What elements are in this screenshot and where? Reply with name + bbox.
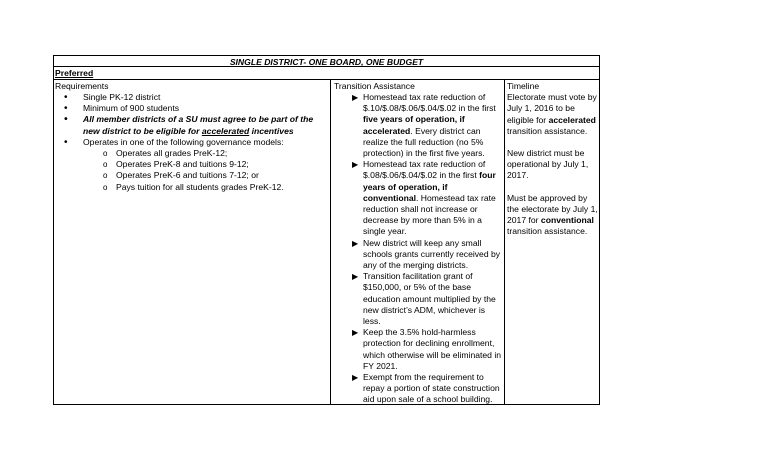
governance-models-list: [83, 148, 325, 193]
transition-item: ▶ Homestead tax rate reduction of $.08/$.06/$.04/$.02 in the first four years of operation, if conventional. Homestead tax rate reduction shall not increase or decrease by more than 5% in a single year.: [352, 159, 496, 237]
transition-header: Transition Assistance: [334, 81, 415, 91]
requirement-item: • Minimum of 900 students: [55, 103, 325, 114]
transition-item: ▶ Keep the 3.5% hold-harmless protection for declining enrollment, which otherwise will be eliminated in FY 2021.: [352, 327, 502, 371]
requirement-item: • Single PK-12 district: [55, 92, 325, 103]
requirements-list: [55, 92, 325, 193]
arrow-icon: ▶: [352, 93, 359, 102]
requirements-header: Requirements: [55, 81, 109, 91]
governance-model-item: o Operates all grades PreK-12;: [83, 148, 325, 159]
section-label: Preferred: [55, 68, 94, 78]
arrow-icon: ▶: [352, 272, 359, 282]
governance-model-item: o Operates PreK-6 and tuitions 7-12; or: [83, 170, 325, 181]
requirement-item: • Operates in one of the following governance models: o Operates all grades PreK-12; o Operates PreK-8 and tuitions 9-12; o Operates PreK-6 and tuitions 7-12; or o Pays tuition for all students grades PreK-12.: [55, 137, 325, 193]
transition-assistance-list: [333, 92, 503, 406]
arrow-icon: ▶: [352, 328, 359, 338]
column-divider-2: [504, 79, 505, 405]
transition-item: ▶ Transition facilitation grant of $150,000, or 5% of the base education amount multiplied by the new district’s ADM, whichever is less.: [352, 271, 496, 327]
timeline-header: Timeline: [507, 81, 540, 91]
arrow-icon: ▶: [352, 373, 359, 383]
transition-item: ▶ Exempt from the requirement to repay a portion of state construction aid upon sale of a school building.: [352, 372, 500, 405]
timeline-operational: New district must be operational by July 1, 2017.: [507, 148, 589, 181]
timeline-column: [507, 81, 599, 237]
requirement-item: • All member districts of a SU must agree to be part of the new district to be eligible for accelerated incentives: [55, 114, 325, 136]
governance-model-item: o Operates PreK-8 and tuitions 9-12;: [83, 159, 325, 170]
timeline-conventional: Must be approved by the electorate by July 1, 2017 for conventional transition assistance.: [507, 192, 598, 237]
section-row-divider: [53, 79, 600, 80]
governance-table: [53, 55, 600, 403]
arrow-icon: ▶: [352, 160, 359, 170]
column-divider-1: [330, 79, 331, 405]
arrow-icon: ▶: [352, 238, 359, 248]
transition-item: ▶ New district will keep any small schools grants currently received by any of the merging districts.: [352, 237, 501, 271]
table-title: SINGLE DISTRICT- ONE BOARD, ONE BUDGET: [229, 57, 424, 67]
timeline-accelerated: Electorate must vote by July 1, 2016 to be eligible for accelerated transition assistance.: [507, 92, 597, 136]
governance-model-item: o Pays tuition for all students grades PreK-12.: [83, 182, 325, 193]
transition-item: ▶ Homestead tax rate reduction of $.10/$.08/$.06/$.04/$.02 in the first five years of operation, if accelerated. Every district can realize the full reduction (no 5% protection) in the first five years.: [352, 92, 496, 159]
